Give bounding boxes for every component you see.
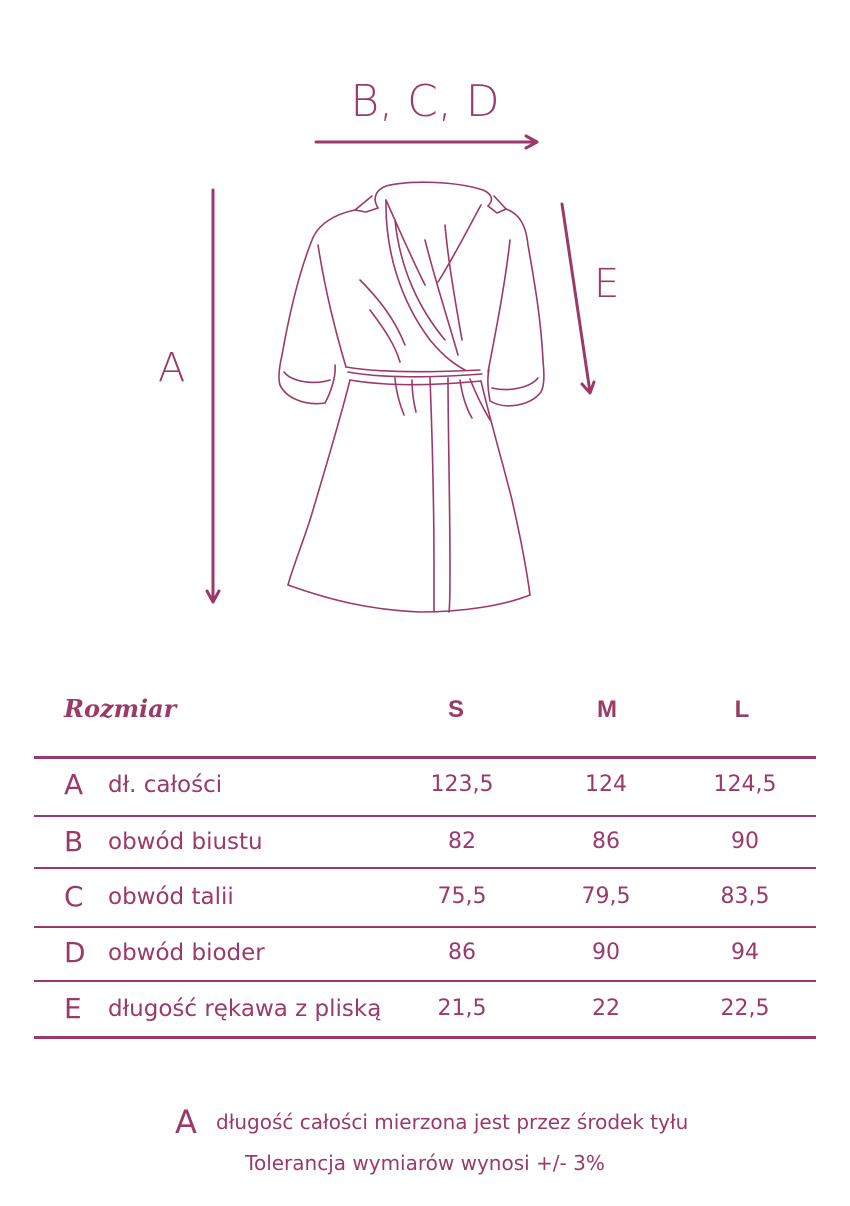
row-value-m: 22 (592, 996, 620, 1021)
row-letter: C (64, 880, 84, 913)
dress-sketch (279, 182, 544, 612)
table-row-e (34, 989, 816, 1029)
row-letter: E (64, 992, 82, 1025)
row-divider (34, 926, 816, 928)
note-text: długość całości mierzona jest przez środek tyłu (216, 1110, 689, 1134)
row-value-m: 90 (592, 940, 620, 965)
row-letter: B (64, 825, 84, 858)
row-letter: A (64, 768, 84, 801)
table-bottom-rule (34, 1036, 816, 1039)
table-row-c (34, 877, 816, 917)
row-value-l: 83,5 (720, 884, 770, 909)
row-value-l: 124,5 (713, 772, 777, 797)
row-value-m: 86 (592, 829, 620, 854)
arrow-a (207, 190, 219, 602)
arrow-bcd (316, 136, 537, 148)
row-value-s: 21,5 (437, 996, 487, 1021)
row-value-s: 75,5 (437, 884, 487, 909)
arrow-e (562, 204, 594, 393)
row-letter: D (64, 936, 86, 969)
size-header-m: M (597, 696, 617, 723)
table-row-a (34, 765, 816, 805)
row-measurement-name: długość rękawa z pliską (108, 996, 382, 1022)
row-value-l: 90 (731, 829, 759, 854)
row-measurement-name: dł. całości (108, 772, 223, 798)
row-divider (34, 980, 816, 982)
row-value-l: 94 (731, 940, 759, 965)
row-value-l: 22,5 (720, 996, 770, 1021)
row-value-m: 79,5 (581, 884, 631, 909)
row-measurement-name: obwód talii (108, 884, 234, 910)
row-measurement-name: obwód biustu (108, 829, 263, 855)
tolerance-note: Tolerancja wymiarów wynosi +/- 3% (245, 1151, 605, 1175)
row-divider (34, 867, 816, 869)
row-divider (34, 815, 816, 817)
row-value-m: 124 (585, 772, 627, 797)
row-value-s: 86 (448, 940, 476, 965)
row-measurement-name: obwód bioder (108, 940, 265, 966)
size-header-l: L (734, 696, 750, 723)
measure-label-e: E (594, 261, 620, 307)
row-value-s: 123,5 (430, 772, 494, 797)
table-top-rule (34, 756, 816, 759)
row-value-s: 82 (448, 829, 476, 854)
measure-label-a: A (158, 345, 186, 391)
table-row-b (34, 822, 816, 862)
measure-label-bcd: B, C, D (350, 76, 500, 127)
size-header-s: S (447, 696, 464, 723)
table-row-d (34, 933, 816, 973)
table-title: Rozmiar (64, 694, 177, 723)
note-letter: A (175, 1103, 197, 1141)
